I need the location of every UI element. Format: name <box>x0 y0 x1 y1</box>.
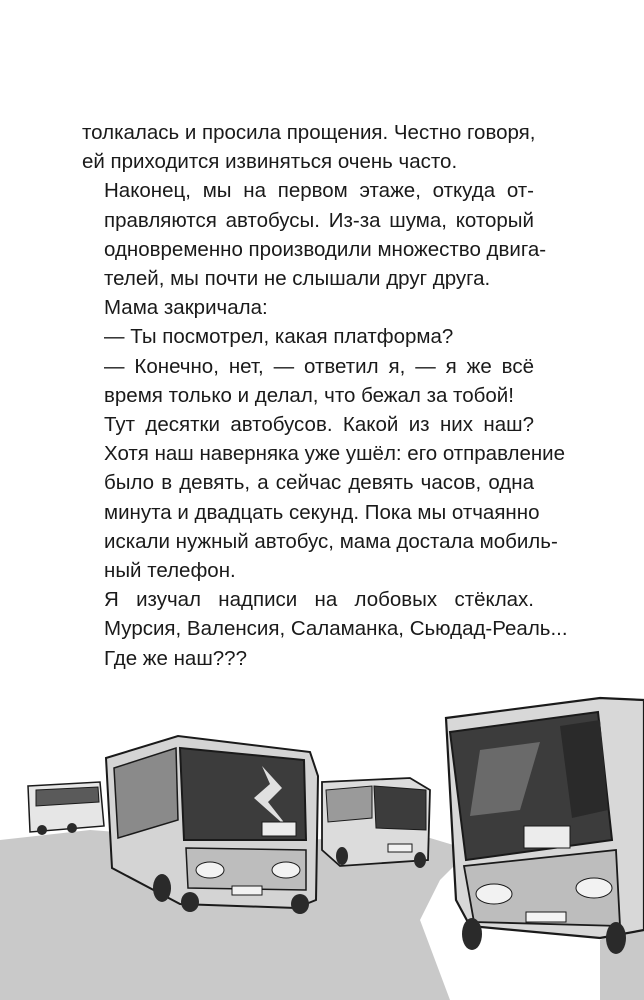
paragraph <box>82 322 534 351</box>
bus-middle <box>322 778 430 868</box>
text-line: Наконец, мы на первом этаже, откуда от- <box>104 179 534 203</box>
paragraph <box>82 176 547 293</box>
text-line: правляются автобусы. Из-за шума, который <box>104 208 534 232</box>
paragraph <box>82 585 568 673</box>
bus-far-left <box>28 782 104 835</box>
text-line: ей приходится извиняться очень часто. <box>82 150 458 174</box>
text-line: — Конечно, нет, — ответил я, — я же всё <box>104 354 534 378</box>
text-line: искали нужный автобус, мама достала мобиль- <box>104 529 558 553</box>
text-line: минута и двадцать секунд. Пока мы отчаянно <box>104 500 540 524</box>
text-line: Мурсия, Валенсия, Саламанка, Сьюдад-Реаль... <box>104 617 568 641</box>
text-line: было в девять, а сейчас девять часов, одна <box>104 471 534 495</box>
paragraph <box>82 118 534 176</box>
text-line: Где же наш??? <box>104 646 247 670</box>
bus-right <box>446 698 644 954</box>
text-line: одновременно производили множество двига- <box>104 237 547 261</box>
text-line: время только и делал, что бежал за тобой! <box>104 383 514 407</box>
book-text <box>82 118 568 673</box>
text-line: толкалась и просила прощения. Честно говоря, <box>82 121 536 144</box>
buses-illustration <box>0 690 644 1000</box>
text-line: ный телефон. <box>104 559 236 583</box>
text-line: Тут десятки автобусов. Какой из них наш? <box>104 413 534 437</box>
text-line: Мама закричала: <box>104 296 268 320</box>
text-line: Я изучал надписи на лобовых стёклах. <box>104 588 534 612</box>
text-line: — Ты посмотрел, какая платформа? <box>104 325 454 349</box>
text-line: телей, мы почти не слышали друг друга. <box>104 267 491 291</box>
paragraph <box>82 293 534 322</box>
paragraph <box>82 352 534 410</box>
text-line: Хотя наш наверняка уже ушёл: его отправление <box>104 442 566 466</box>
paragraph <box>82 410 566 585</box>
